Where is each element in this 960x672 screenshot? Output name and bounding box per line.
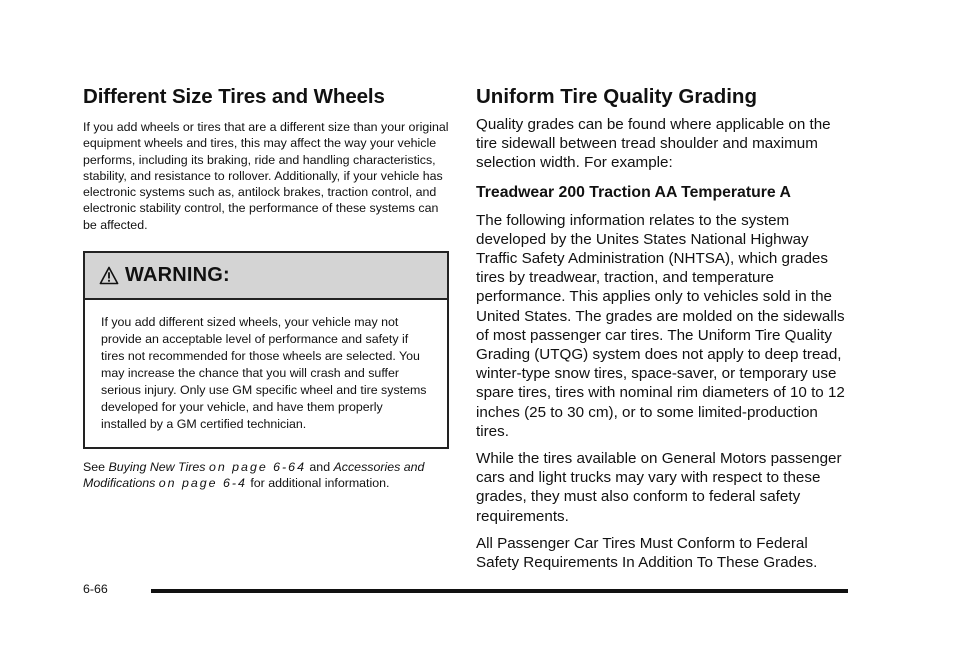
see-suffix: for additional information. [246, 476, 390, 491]
see-prefix: See [83, 460, 109, 475]
section-heading-utqg: Uniform Tire Quality Grading [476, 85, 757, 108]
utqg-paragraph-3: All Passenger Car Tires Must Conform to Federal Safety Requirements In Addition To These Grades. [476, 534, 818, 572]
utqg-intro: Quality grades can be found where applicable on the tire sidewall between tread shoulder and maximum selection width. For example: [476, 116, 831, 172]
utqg-paragraph-1: The following information relates to the system developed by the Unites States National Highway Traffic Safety Administration (NHTSA), which grades tires by treadwear, traction, and temperature performance. This applies only to vehicles sold in the United States. The grades are molded on the sidewalls of most passenger car tires. The Uniform Tire Quality Grading (UTQG) system does not apply to deep tread, winter-type snow tires, space-saver, or temporary use spare tires, tires with nominal rim diameters of 10 to 12 inches (25 to 30 cm), or to some limited-production tires. [476, 211, 845, 440]
page-number: 6-66 [83, 582, 108, 596]
see-and: and [305, 460, 334, 475]
utqg-paragraph-2: While the tires available on General Motors passenger cars and light trucks may vary with respect to these grades, they must also conform to federal safety requirements. [476, 450, 842, 525]
warning-header [85, 253, 447, 300]
intro-paragraph: If you add wheels or tires that are a different size than your original equipment wheels and tires, this may affect the way your vehicle performs, including its braking, ride and handling characteristics, stability, and resistance to rollover. Additionally, if your vehicle has electronic systems such as, antilock brakes, traction control, and electronic stability control, the performance of these systems can be affected. [83, 120, 449, 232]
reference-page-6-4[interactable]: on page 6‑4 [158, 476, 247, 491]
warning-text: If you add different sized wheels, your vehicle may not provide an acceptable level of performance and safety if tires not recommended for those wheels are selected. You may increase the chance that you will crash and suffer serious injury. Only use GM specific wheel and tire systems developed for your vehicle, and have them properly installed by a GM certified technician. [101, 315, 427, 431]
reference-accessories-modifications[interactable]: Accessories and Modifications [83, 460, 425, 491]
footer-divider [151, 589, 848, 593]
section-heading-different-size: Different Size Tires and Wheels [83, 85, 385, 108]
right-column [476, 84, 848, 572]
reference-buying-new-tires[interactable]: Buying New Tires [108, 460, 206, 475]
warning-title: WARNING: [125, 264, 230, 287]
see-references [83, 460, 449, 492]
warning-triangle-icon [99, 266, 119, 285]
left-column [83, 84, 449, 492]
warning-box [83, 251, 449, 449]
subheading-treadwear: Treadwear 200 Traction AA Temperature A [476, 183, 791, 201]
reference-page-6-64[interactable]: on page 6‑64 [208, 460, 306, 475]
